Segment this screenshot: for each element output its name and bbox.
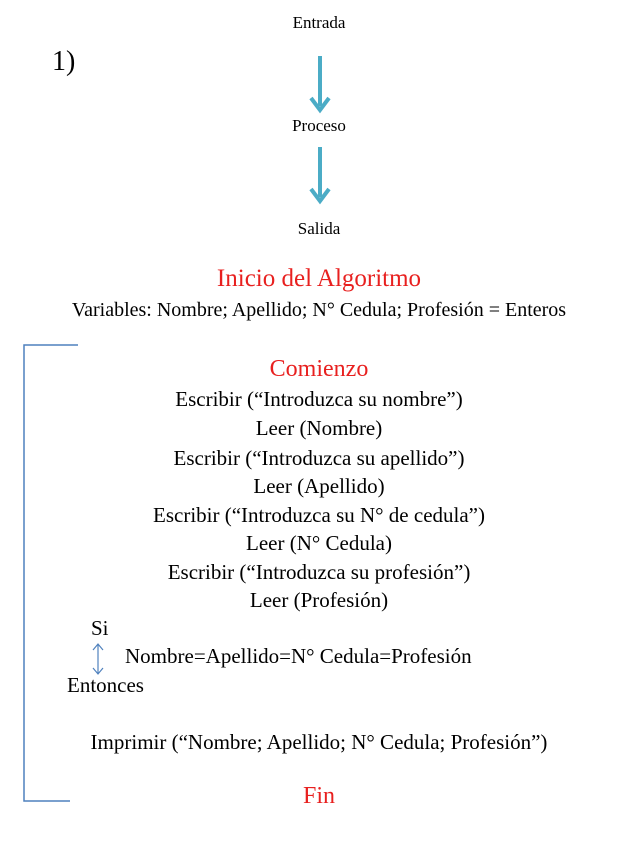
condition-line: Nombre=Apellido=N° Cedula=Profesión — [125, 644, 472, 668]
flow-step-salida: Salida — [297, 219, 341, 238]
instruction-line: Escribir (“Introduzca su N° de cedula”) — [153, 503, 485, 527]
instruction-line: Leer (Apellido) — [253, 474, 385, 498]
instruction-line: Escribir (“Introduzca su nombre”) — [175, 387, 463, 411]
slide-number: 1) — [52, 46, 76, 77]
down-arrow-icon — [308, 54, 332, 116]
double-arrow-icon — [91, 642, 105, 676]
instruction-line: Escribir (“Introduzca su apellido”) — [173, 446, 465, 470]
instruction-line: Leer (Profesión) — [249, 588, 389, 612]
flow-step-proceso: Proceso — [292, 116, 346, 135]
if-keyword: Si — [91, 616, 109, 640]
instruction-line: Escribir (“Introduzca su profesión”) — [167, 560, 471, 584]
end-keyword: Fin — [302, 783, 335, 809]
algorithm-title: Inicio del Algoritmo — [216, 265, 422, 292]
instruction-line: Leer (Nombre) — [255, 416, 383, 440]
then-keyword: Entonces — [67, 673, 144, 697]
variables-line: Variables: Nombre; Apellido; N° Cedula; Profesión = Enteros — [71, 299, 567, 321]
print-line: Imprimir (“Nombre; Apellido; N° Cedula; Profesión”) — [90, 730, 548, 754]
flow-step-entrada: Entrada — [292, 13, 346, 32]
begin-keyword: Comienzo — [269, 356, 369, 382]
down-arrow-icon — [308, 145, 332, 207]
instruction-line: Leer (N° Cedula) — [246, 531, 392, 555]
